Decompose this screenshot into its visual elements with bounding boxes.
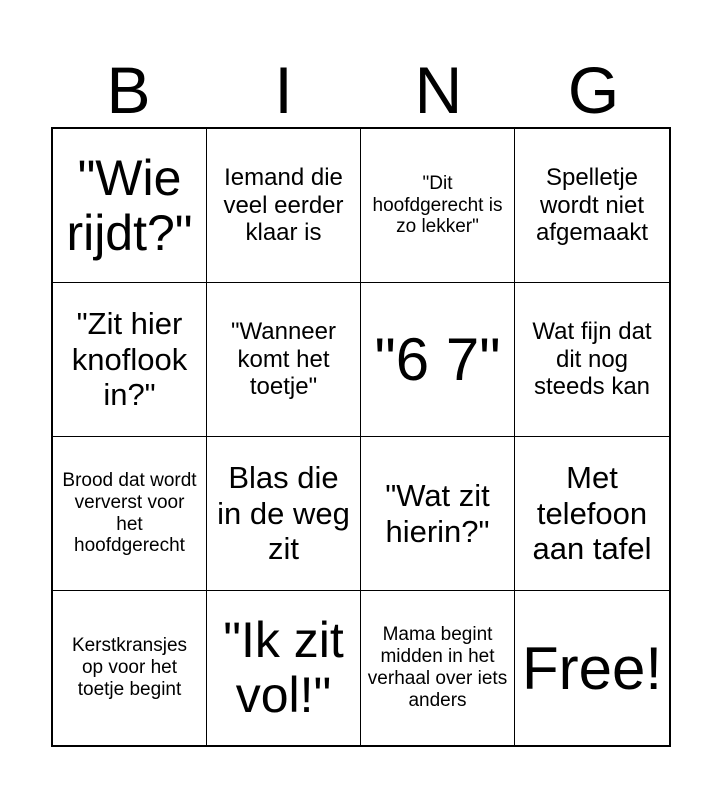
bingo-cell[interactable]: "Wie rijdt?" [53, 129, 207, 283]
header-letter-i: I [274, 53, 293, 127]
free-space-cell[interactable]: Free! [521, 634, 663, 702]
bingo-cell[interactable]: Iemand die veel eerder klaar is [207, 129, 361, 283]
bingo-grid [51, 127, 671, 747]
bingo-cell[interactable]: Blas die in de weg zit [207, 437, 361, 591]
bingo-cell[interactable]: "Wanneer komt het toetje" [207, 283, 361, 437]
bingo-cell[interactable]: "Ik zit vol!" [207, 591, 361, 745]
bingo-cell[interactable]: "Zit hier knoflook in?" [53, 283, 207, 437]
bingo-cell[interactable]: Met telefoon aan tafel [515, 437, 669, 591]
bingo-cell[interactable]: "Wat zit hierin?" [361, 437, 515, 591]
bingo-cell[interactable]: Brood dat wordt ververst voor het hoofdgerecht [53, 437, 207, 591]
header-letter-b: B [106, 53, 151, 127]
bingo-cell[interactable]: Kerstkransjes op voor het toetje begint [53, 591, 207, 745]
bingo-cell[interactable]: Spelletje wordt niet afgemaakt [515, 129, 669, 283]
bingo-cell[interactable]: Wat fijn dat dit nog steeds kan [515, 283, 669, 437]
bingo-cell[interactable]: "Dit hoofdgerecht is zo lekker" [361, 129, 515, 283]
bingo-header [51, 52, 671, 128]
bingo-cell[interactable]: "6 7" [361, 283, 515, 437]
header-letter-n: N [414, 53, 463, 127]
bingo-cell[interactable]: Mama begint midden in het verhaal over iets anders [361, 591, 515, 745]
header-letter-g: G [567, 53, 620, 127]
